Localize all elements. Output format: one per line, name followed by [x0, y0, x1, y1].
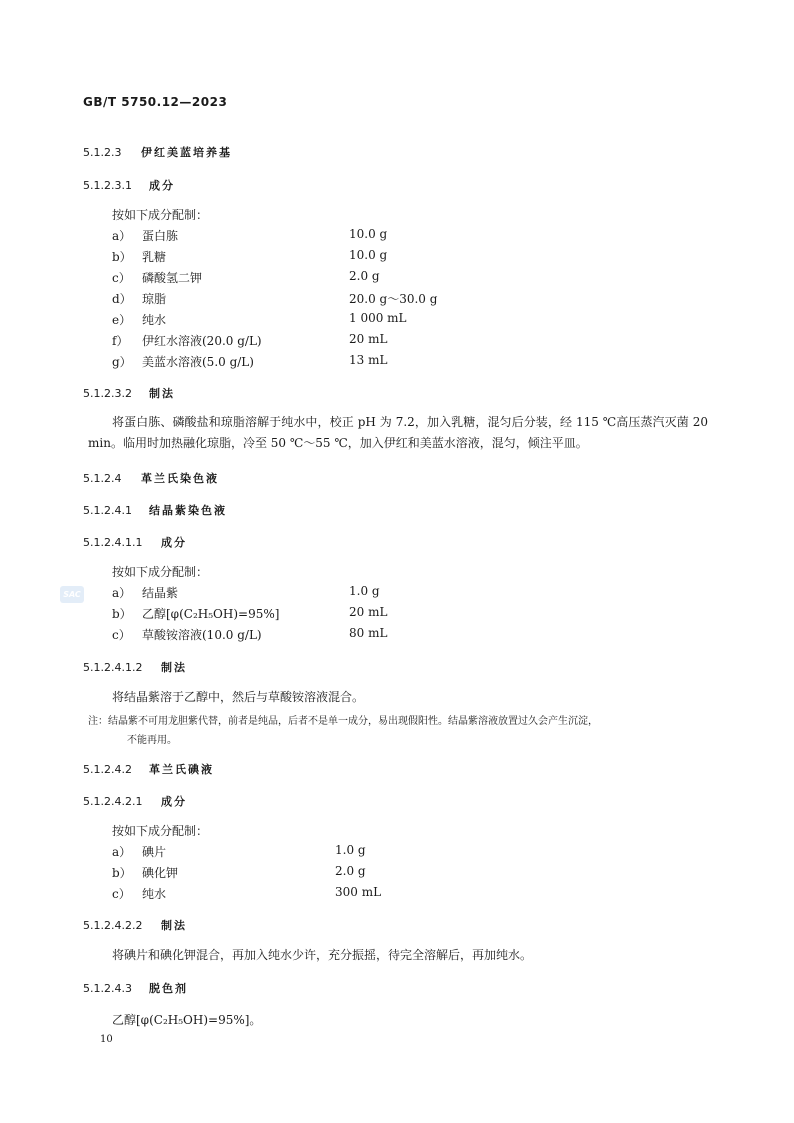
section-number: 5.1.2.3.2: [83, 387, 132, 400]
ingredient-name: 美蓝水溶液(5.0 g/L): [142, 355, 254, 369]
procedure-paragraph: 将结晶紫溶于乙醇中，然后与草酸铵溶液混合。: [112, 690, 365, 704]
section-title: 脱色剂: [149, 982, 188, 995]
list-item: [112, 584, 178, 601]
procedure-paragraph: 将蛋白胨、磷酸盐和琼脂溶解于纯水中，校正 pH 为 7.2，加入乳糖，混匀后分装，经 115 ℃高压蒸汽灭菌 20 min。临用时加热融化琼脂，冷至 50 ℃～55 ℃，加入伊红和美蓝水溶液，混匀，倾注平皿。: [88, 415, 708, 450]
ingredient-name: 纯水: [142, 887, 167, 901]
ingredient-name: 磷酸氢二钾: [142, 271, 203, 285]
list-label: c）: [112, 887, 131, 901]
ingredient-name: 乙醇[φ(C₂H₅OH)=95%]: [142, 607, 280, 621]
ingredient-quantity: 1 000 mL: [349, 311, 407, 325]
list-label: b）: [112, 607, 132, 621]
list-label: b）: [112, 250, 132, 264]
list-item: [112, 626, 262, 643]
section-heading: [83, 761, 214, 777]
intro-text: 按如下成分配制：: [112, 824, 209, 838]
section-title: 制法: [149, 387, 175, 400]
procedure-paragraph: 将碘片和碘化钾混合，再加入纯水少许，充分振摇，待完全溶解后，再加纯水。: [112, 948, 533, 962]
section-title: 伊红美蓝培养基: [141, 146, 232, 159]
list-label: c）: [112, 271, 131, 285]
ingredient-quantity: 10.0 g: [349, 248, 388, 262]
section-title: 制法: [161, 661, 187, 674]
list-label: a）: [112, 229, 132, 243]
section-number: 5.1.2.4.1: [83, 504, 132, 517]
intro-text: 按如下成分配制：: [112, 565, 209, 579]
section-heading: [83, 534, 187, 550]
ingredient-quantity: 20.0 g～30.0 g: [349, 292, 438, 306]
list-item: [112, 885, 166, 902]
list-item: [112, 290, 166, 307]
section-title: 制法: [161, 919, 187, 932]
section-title: 成分: [149, 179, 175, 192]
ingredient-quantity: 80 mL: [349, 626, 388, 640]
section-number: 5.1.2.3: [83, 146, 122, 159]
document-header: GB/T 5750.12—2023: [83, 95, 228, 109]
ingredient-name: 乳糖: [142, 250, 167, 264]
section-number: 5.1.2.4.2.2: [83, 919, 143, 932]
ingredient-quantity: 300 mL: [335, 885, 382, 899]
ingredient-name: 伊红水溶液(20.0 g/L): [142, 334, 262, 348]
list-item: [112, 353, 254, 370]
section-heading: [83, 917, 187, 933]
list-item: [112, 864, 178, 881]
section-number: 5.1.2.4.3: [83, 982, 132, 995]
list-item: [112, 605, 279, 622]
ingredient-name: 草酸铵溶液(10.0 g/L): [142, 628, 262, 642]
section-heading: [83, 502, 227, 518]
section-title: 革兰氏染色液: [141, 472, 219, 485]
section-number: 5.1.2.3.1: [83, 179, 132, 192]
list-item: [112, 248, 166, 265]
ingredient-quantity: 2.0 g: [335, 864, 366, 878]
note-text: 注：结晶紫不可用龙胆紫代替，前者是纯品，后者不是单一成分，易出现假阳性。结晶紫溶液放置过久会产生沉淀，: [88, 716, 598, 727]
section-number: 5.1.2.4: [83, 472, 122, 485]
section-heading: [83, 177, 175, 193]
ingredient-name: 纯水: [142, 313, 167, 327]
list-label: d）: [112, 292, 132, 306]
section-number: 5.1.2.4.1.1: [83, 536, 143, 549]
ingredient-name: 碘片: [142, 845, 167, 859]
section-title: 成分: [161, 795, 187, 808]
intro-text: 按如下成分配制：: [112, 208, 209, 222]
list-item: [112, 269, 202, 286]
ingredient-quantity: 2.0 g: [349, 269, 380, 283]
ingredient-name: 结晶紫: [142, 586, 179, 600]
ingredient-quantity: 1.0 g: [335, 843, 366, 857]
section-heading: [83, 144, 232, 160]
list-label: g）: [112, 355, 132, 369]
list-item: [112, 227, 178, 244]
ingredient-quantity: 13 mL: [349, 353, 388, 367]
list-label: f）: [112, 334, 129, 348]
ingredient-quantity: 10.0 g: [349, 227, 388, 241]
list-label: a）: [112, 845, 132, 859]
ingredient-name: 碘化钾: [142, 866, 179, 880]
list-label: c）: [112, 628, 131, 642]
list-label: a）: [112, 586, 132, 600]
sac-watermark-logo: SAC: [60, 586, 84, 603]
section-title: 革兰氏碘液: [149, 763, 214, 776]
section-heading: [83, 659, 187, 675]
section-title: 成分: [161, 536, 187, 549]
ingredient-name: 琼脂: [142, 292, 167, 306]
section-title: 结晶紫染色液: [149, 504, 227, 517]
section-heading: [83, 470, 219, 486]
section-heading: [83, 980, 188, 996]
section-number: 5.1.2.4.2: [83, 763, 132, 776]
list-item: [112, 843, 166, 860]
list-item: [112, 332, 262, 349]
note-text-continued: 不能再用。: [127, 735, 177, 746]
section-number: 5.1.2.4.1.2: [83, 661, 143, 674]
list-label: b）: [112, 866, 132, 880]
ingredient-quantity: 1.0 g: [349, 584, 380, 598]
ingredient-quantity: 20 mL: [349, 605, 388, 619]
procedure-paragraph: 乙醇[φ(C₂H₅OH)=95%]。: [112, 1013, 262, 1027]
section-number: 5.1.2.4.2.1: [83, 795, 143, 808]
page-number: 10: [100, 1034, 113, 1045]
section-heading: [83, 385, 175, 401]
ingredient-name: 蛋白胨: [142, 229, 179, 243]
list-label: e）: [112, 313, 132, 327]
list-item: [112, 311, 166, 328]
section-heading: [83, 793, 187, 809]
ingredient-quantity: 20 mL: [349, 332, 388, 346]
